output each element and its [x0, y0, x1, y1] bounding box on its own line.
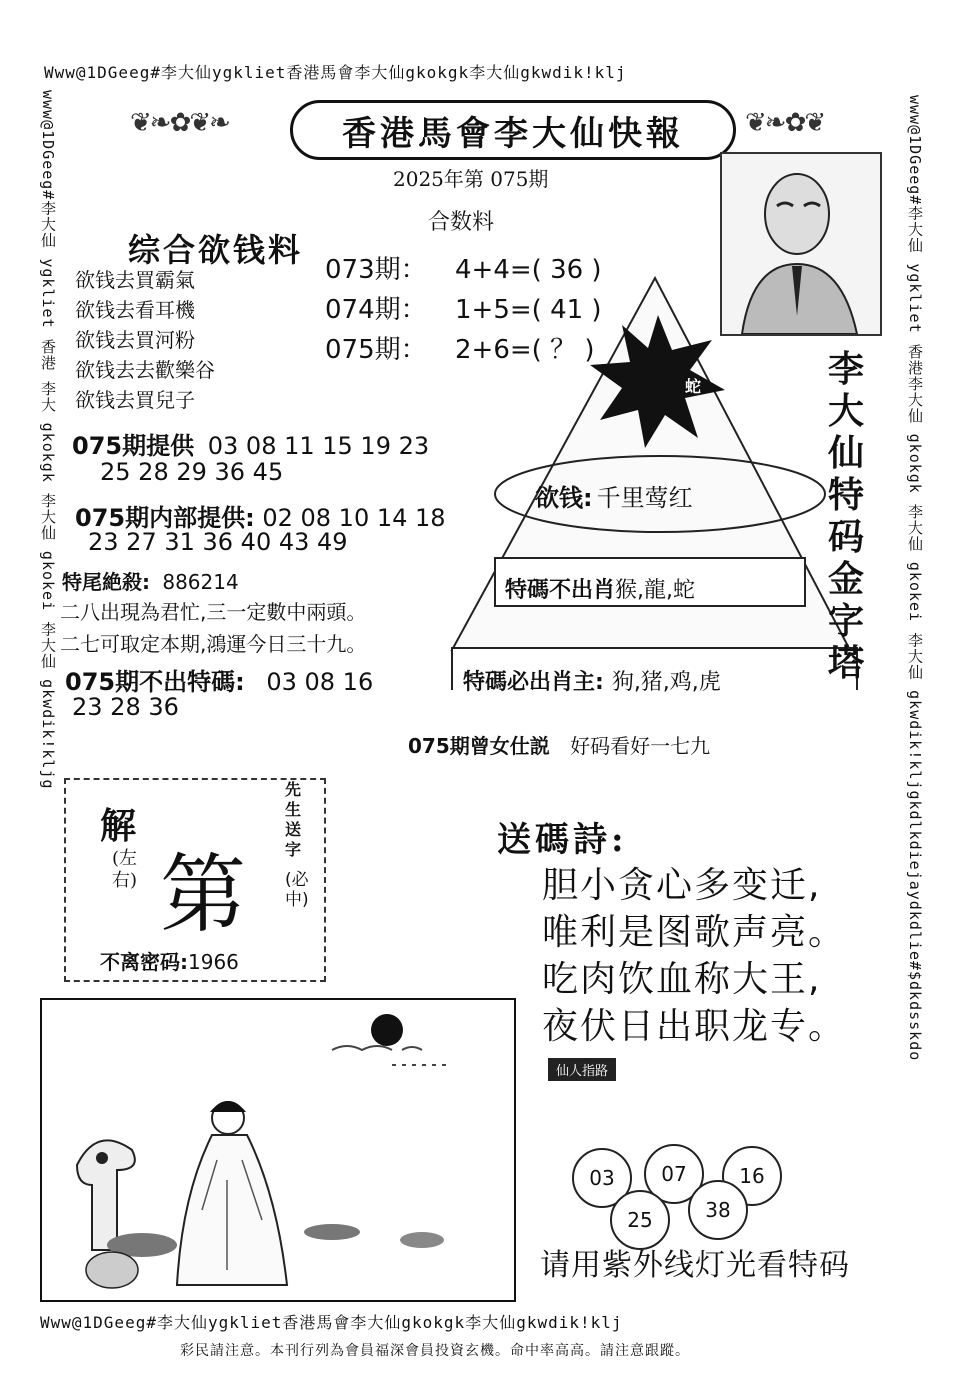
provide-numbers-2: 25 28 29 36 45: [100, 458, 284, 486]
list-item: 欲钱去去歡樂谷: [75, 358, 215, 382]
number-ball: 16: [722, 1146, 782, 1206]
not-zodiac-label: 特碼不出肖: [505, 578, 616, 603]
number-ball: 03: [572, 1148, 632, 1208]
riddle-right-note: 先生送字: [285, 780, 302, 859]
left-border-text: www@1DGeeg#李大仙 ygkliet 香港 李大 gkokgk 李大仙 gkokei 李大仙 gkwdik!kljg: [39, 90, 57, 790]
heshu-row-formula: 1+5=: [455, 295, 532, 325]
poem-body: [542, 862, 846, 1050]
provide-label: 075期提供: [72, 432, 195, 460]
secret-code-label: 不离密码:: [100, 950, 188, 974]
heshu-row-label: 075期：: [325, 335, 427, 365]
list-item: 欲钱去買霸氣: [75, 268, 195, 292]
poem-line: 吃肉饮血称大王,: [542, 959, 822, 1000]
side-title: 李大仙特码金字塔: [827, 348, 864, 684]
tail-kill-label: 特尾絶殺:: [62, 570, 150, 594]
internal-numbers-1: 02 08 10 14 18: [262, 504, 446, 532]
page-title: 香港馬會李大仙快報: [290, 100, 736, 160]
yuqian-value: 千里莺红: [596, 484, 693, 512]
bottom-border-text: Www@1DGeeg#李大仙ygkliet香港馬會李大仙gkokgk李大仙gkwdik!klj: [40, 1313, 623, 1332]
list-item: 欲钱去買兒子: [75, 388, 195, 412]
zeng-value: 好码看好一七九: [570, 734, 711, 758]
illustration-icon: [42, 1000, 514, 1300]
heshu-row-formula: 2+6=: [455, 335, 532, 365]
list-item: 欲钱去買河粉: [75, 328, 195, 352]
left-ornament-icon: ❦❧✿❦❧: [130, 108, 229, 138]
footer-note: 彩民請注意。本刊行列為會員福深會員投資玄機。命中率高高。請注意跟蹤。: [180, 1343, 690, 1359]
top-border-text: Www@1DGeeg#李大仙ygkliet香港馬會李大仙gkokgk李大仙gkwdik!klj: [44, 63, 627, 82]
ball-group: [570, 1140, 830, 1250]
not-special-label: 075期不出特碼:: [65, 668, 245, 696]
poem-tag: 仙人指路: [548, 1058, 616, 1081]
yuqian-label: 欲钱:: [535, 484, 593, 512]
right-border-text: www@1DGeeg#李大仙 ygkliet 香港李大仙 gkokgk 李大仙 gkokei 李大仙 gkwdik!kljgkdlkdiejaydkdlie#$dkdsskdo: [906, 95, 924, 1062]
riddle-jie: 解: [100, 805, 137, 847]
not-zodiac-row: [505, 573, 695, 604]
issue-number: 2025年第 075期: [393, 167, 549, 191]
right-ornament-icon: ❦❧✿❦: [745, 108, 825, 138]
uv-note: 请用紫外线灯光看特码: [540, 1248, 850, 1283]
poem-line: 夜伏日出职龙专。: [542, 1006, 847, 1047]
heshu-row-formula: 4+4=: [455, 255, 532, 285]
zonghe-title: 综合欲钱料: [128, 231, 304, 269]
secret-code: [100, 946, 239, 975]
heshu-row-label: 074期：: [325, 295, 427, 325]
provide-numbers-1: 03 08 11 15 19 23: [207, 432, 430, 460]
secret-code-value: 1966: [188, 950, 239, 974]
heshu-title: 合数料: [428, 210, 495, 235]
poem-title: 送碼詩:: [497, 820, 628, 860]
poem-line: 胆小贪心多变迁,: [542, 865, 822, 906]
illustration-box: [40, 998, 516, 1302]
number-ball: 07: [644, 1144, 704, 1204]
riddle-big-char: 第: [160, 845, 246, 945]
not-special-line1: [65, 662, 373, 697]
internal-numbers-2: 23 27 31 36 40 43 49: [88, 528, 348, 556]
heshu-row-result: ( 41 ): [531, 295, 602, 325]
verse-block: [60, 596, 366, 660]
zonghe-list: [75, 265, 215, 415]
zeng-label: 075期曾女仕説: [408, 734, 550, 758]
not-special-numbers-2: 23 28 36: [72, 693, 179, 721]
star-text: 蛇: [685, 377, 702, 396]
must-zodiac-label: 特碼必出肖主:: [463, 670, 604, 695]
heshu-row-label: 073期：: [325, 255, 427, 285]
zeng-row: [408, 730, 710, 759]
number-ball: 38: [688, 1180, 748, 1240]
not-special-numbers-1: 03 08 16: [266, 668, 374, 696]
heshu-row-result: ( 36 ): [531, 255, 602, 285]
verse-line: 二七可取定本期,鴻運今日三十九。: [60, 632, 367, 656]
yuqian-row: [535, 478, 693, 513]
list-item: 欲钱去看耳機: [75, 298, 195, 322]
riddle-jie-sub: (左右): [112, 848, 138, 891]
number-ball: 25: [610, 1190, 670, 1250]
tail-kill-value: 886214: [162, 570, 239, 594]
poem-line: 唯利是图歌声亮。: [542, 912, 847, 953]
internal-label: 075期内部提供:: [75, 504, 255, 532]
riddle-right-sub: (必中): [285, 870, 309, 910]
verse-line: 二八出現為君忙,三一定數中兩頭。: [60, 600, 367, 624]
must-zodiac-value: 狗,猪,鸡,虎: [611, 670, 721, 695]
provide-line1: [72, 426, 429, 461]
not-zodiac-value: 猴,龍,蛇: [615, 578, 696, 603]
heshu-row-result: ( ？ ): [531, 335, 595, 365]
tail-kill: [62, 566, 239, 595]
must-zodiac-row: [463, 665, 721, 696]
